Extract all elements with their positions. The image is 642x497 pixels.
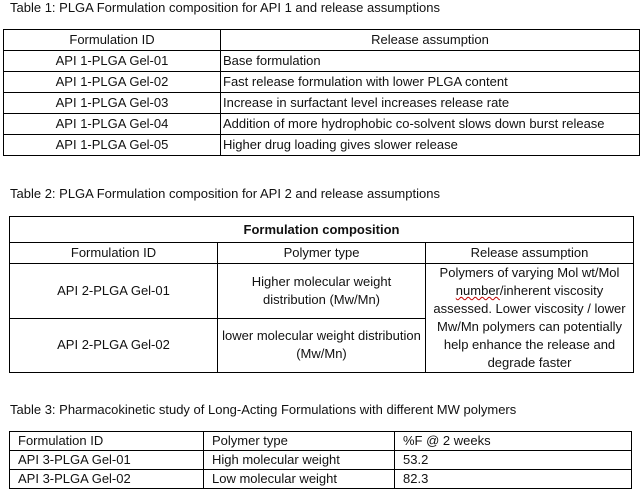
table3-cell-bioavailability: 82.3 [395,470,632,489]
table3 [9,431,632,489]
table3-header-polymer-type: Polymer type [204,432,395,451]
table2 [9,216,634,373]
table2-group-header: Formulation composition [10,217,634,243]
table1-cell-id: API 1-PLGA Gel-02 [4,72,221,93]
table1-cell-assumption: Addition of more hydrophobic co-solvent slows down burst release [221,114,640,135]
table2-cell-id: API 2-PLGA Gel-02 [10,318,218,373]
table2-header-polymer-type: Polymer type [218,243,426,264]
table2-cell-id: API 2-PLGA Gel-01 [10,264,218,319]
table3-cell-bioavailability: 53.2 [395,451,632,470]
table3-header-formulation-id: Formulation ID [10,432,204,451]
table1-header-release-assumption: Release assumption [221,30,640,51]
table1-cell-id: API 1-PLGA Gel-01 [4,51,221,72]
table1-header-row [4,30,640,51]
spellcheck-flagged-word: number [455,283,500,298]
table1 [3,29,640,156]
table3-cell-id: API 3-PLGA Gel-02 [10,470,204,489]
table2-cell-polymer-type: Higher molecular weight distribution (Mw/Mn) [218,264,426,319]
table1-cell-id: API 1-PLGA Gel-03 [4,93,221,114]
table2-group-header-row [10,217,634,243]
table2-header-row [10,243,634,264]
table2-cell-release-assumption [426,264,634,373]
table3-caption: Table 3: Pharmacokinetic study of Long-Acting Formulations with different MW polymers [10,402,517,417]
table3-cell-polymer-type: High molecular weight [204,451,395,470]
table1-header-formulation-id: Formulation ID [4,30,221,51]
table1-cell-assumption: Base formulation [221,51,640,72]
table3-header-row [10,432,632,451]
release-assumption-text-2: /inherent viscosity assessed. Lower viscosity / lower Mw/Mn polymers can potentially help enhance the release and degrade faster [433,283,626,370]
table1-cell-id: API 1-PLGA Gel-05 [4,135,221,156]
table-row [10,451,632,470]
table-row [4,135,640,156]
table2-cell-polymer-type: lower molecular weight distribution (Mw/Mn) [218,318,426,373]
release-assumption-text-1: Polymers of varying Mol wt/Mol [439,265,620,280]
table3-cell-polymer-type: Low molecular weight [204,470,395,489]
table-row [4,51,640,72]
table-row [4,72,640,93]
table3-header-bioavailability: %F @ 2 weeks [395,432,632,451]
table-row [4,93,640,114]
table1-cell-id: API 1-PLGA Gel-04 [4,114,221,135]
table-row [4,114,640,135]
table1-caption: Table 1: PLGA Formulation composition for API 1 and release assumptions [10,0,440,15]
table2-header-formulation-id: Formulation ID [10,243,218,264]
table-row [10,470,632,489]
table1-cell-assumption: Increase in surfactant level increases release rate [221,93,640,114]
table2-caption: Table 2: PLGA Formulation composition for API 2 and release assumptions [10,186,440,201]
table1-cell-assumption: Higher drug loading gives slower release [221,135,640,156]
table3-cell-id: API 3-PLGA Gel-01 [10,451,204,470]
table1-cell-assumption: Fast release formulation with lower PLGA content [221,72,640,93]
table2-header-release-assumption: Release assumption [426,243,634,264]
table-row [10,264,634,319]
